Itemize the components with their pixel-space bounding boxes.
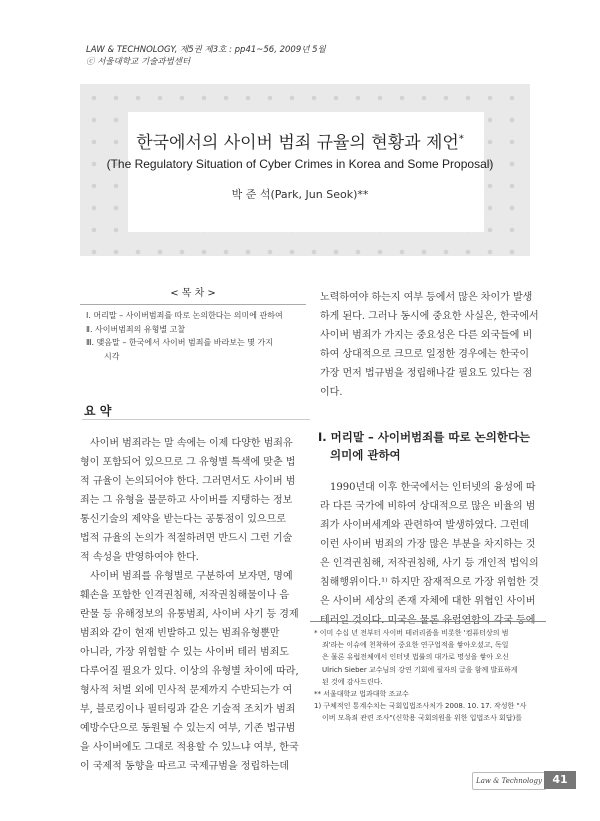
journal-header <box>86 44 326 68</box>
abstract-line: 예방수단으로 동원될 수 있는지 여부, 기존 법규범 <box>80 723 296 734</box>
title-footnote-mark: * <box>458 133 464 145</box>
abstract-line: 적 규율이 논의되어야 한다. 그러면서도 사이버 범 <box>80 476 296 487</box>
toc-item: 시각 <box>104 351 120 361</box>
section1-body <box>320 478 546 630</box>
abstract-line: 죄는 그 유형을 불문하고 사이버를 지탱하는 정보 <box>80 495 293 506</box>
footnote-line: 죄'라는 이슈에 천착하여 중요한 연구업적을 쌓아오셨고, 독일 <box>322 641 509 650</box>
abstract-line: 형사적 처벌 외에 민사적 문제까지 수반되는가 여 <box>80 685 293 696</box>
section1-line: 은 사이버 세상의 존재 자체에 대한 위협인 사이버 <box>320 596 536 607</box>
toc-item: Ⅱ. 사이버범죄의 유형별 고찰 <box>86 324 186 334</box>
section1-line: 라 다른 국가에 비하여 상대적으로 많은 비율의 범 <box>320 501 536 512</box>
section1-line: 테러일 것이다. 미국은 물론 유럽연합의 각국 등에 <box>320 615 536 626</box>
abstract-heading: 요 약 <box>84 404 112 418</box>
abstract-line: 하게 된다. 그러나 동시에 중요한 사실은, 한국에서 <box>320 311 539 322</box>
author: 박 준 석(Park, Jun Seok)** <box>231 188 369 201</box>
toc-item: Ⅰ. 머리말 – 사이버범죄를 따로 논의한다는 의미에 관하여 <box>86 311 283 320</box>
title-korean <box>0 128 600 153</box>
toc-item: Ⅲ. 맺음말 – 한국에서 사이버 범죄를 바라보는 몇 가지 <box>86 338 273 347</box>
abstract-line: 가장 먼저 법규범을 정립해나갈 필요도 있다는 점 <box>320 368 533 379</box>
footnote-line: * 이미 수십 년 전부터 사이버 테러리즘을 비롯한 '컴퓨터상의 범 <box>314 629 509 637</box>
abstract-line: 적 속성을 반영하여야 한다. <box>80 552 199 563</box>
abstract-line: 다루어질 필요가 있다. 이상의 유형별 차이에 따라, <box>80 666 299 677</box>
toc-heading: < 목 차 > <box>170 288 216 299</box>
section1-heading-line: Ⅰ. 머리말 – 사이버범죄를 따로 논의한다는 <box>318 430 531 444</box>
section1-line: 1990년대 이후 한국에서는 인터넷의 융성에 따 <box>330 482 536 493</box>
abstract-line: 하여 상대적으로 크므로 일정한 경우에는 한국이 <box>320 349 530 360</box>
table-of-contents <box>80 287 306 363</box>
section1-heading-line: 의미에 관하여 <box>330 448 401 462</box>
abstract-line: 통신기술의 제약을 받는다는 공통점이 있으므로 <box>80 514 286 525</box>
section1-line: 죄가 사이버세계와 관련하여 발생하였다. 그런데 <box>320 520 530 531</box>
footnotes <box>314 627 550 725</box>
abstract-line: 노력하여야 하는지 여부 등에서 많은 차이가 발생 <box>320 292 533 303</box>
footnote-line: 1) 구체적인 통계수치는 국회입법조사처가 2008. 10. 17. 작성한 "사 <box>314 702 527 711</box>
title-korean-text: 한국에서의 사이버 범죄 규율의 현황과 제언 <box>136 133 459 153</box>
abstract-line: 이다. <box>320 387 343 398</box>
abstract-continued <box>320 288 546 402</box>
footnote-line: Ulrich Sieber 교수님의 강연 기회에 필자의 글을 함께 발표하게 <box>322 665 518 674</box>
abstract-line: 아니라, 가장 위험할 수 있는 사이버 테러 범죄도 <box>80 647 289 658</box>
section1-heading <box>318 428 530 464</box>
abstract-line: 란물 등 유해정보의 유통범죄, 사이버 사기 등 경제 <box>80 609 299 620</box>
abstract-line: 훼손을 포함한 인격권침해, 저작권침해물이나 음 <box>80 590 290 601</box>
journal-citation: LAW & TECHNOLOGY, 제5권 제3호 : pp41~56, 2009년 5월 <box>86 45 326 55</box>
journal-publisher: ⓒ 서울대학교 기술과법센터 <box>86 57 191 67</box>
abstract-line: 을 사이버에도 그대로 적용할 수 있느냐 여부, 한국 <box>80 742 299 753</box>
abstract-line: 이 국제적 동향을 따르고 국제규범을 정립하는데 <box>80 761 290 772</box>
abstract-line: 사이버 범죄를 유형별로 구분하여 보자면, 명예 <box>90 571 293 582</box>
section1-line: 침해행위이다.¹⁾ 하지만 잠재적으로 가장 위험한 것 <box>320 577 539 588</box>
title-english: (The Regulatory Situation of Cyber Crimes in Korea and Some Proposal) <box>106 157 494 171</box>
footnote-line: ** 서울대학교 법과대학 조교수 <box>314 690 409 699</box>
abstract-line: 범죄와 같이 현재 빈발하고 있는 범죄유형뿐만 <box>80 628 280 639</box>
footer-journal-brand: Law & Technology <box>472 772 546 790</box>
page-number: 41 <box>544 771 576 789</box>
abstract-line: 부, 블로킹이나 필터링과 같은 기술적 조치가 범죄 <box>80 704 296 715</box>
abstract-line: 사이버 범죄라는 말 속에는 이제 다양한 범죄유 <box>90 438 293 449</box>
footnote-line: 은 물론 유럽전체에서 인터넷 법률의 대가로 명성을 쌓아 오신 <box>322 653 509 662</box>
footnote-line: 이버 모욕죄 관련 조사"(신학용 국회의원을 위한 입법조사 회답)를 <box>322 714 523 723</box>
footnote-line: 된 것에 감사드린다. <box>322 677 383 686</box>
footnote-divider <box>310 621 546 622</box>
section1-line: 은 인격권침해, 저작권침해, 사기 등 개인적 법익의 <box>320 558 539 569</box>
section1-line: 이런 사이버 범죄의 가장 많은 부분을 차지하는 것 <box>320 539 536 550</box>
abstract-body <box>80 434 312 776</box>
abstract-line: 사이버 범죄가 가지는 중요성은 다른 외국들에 비 <box>320 330 533 341</box>
abstract-line: 법적 규율의 논의가 적절하려면 반드시 그런 기술 <box>80 533 293 544</box>
abstract-line: 형이 포함되어 있으므로 그 유형별 특색에 맞춘 법 <box>80 457 296 468</box>
abstract-divider <box>82 419 310 420</box>
